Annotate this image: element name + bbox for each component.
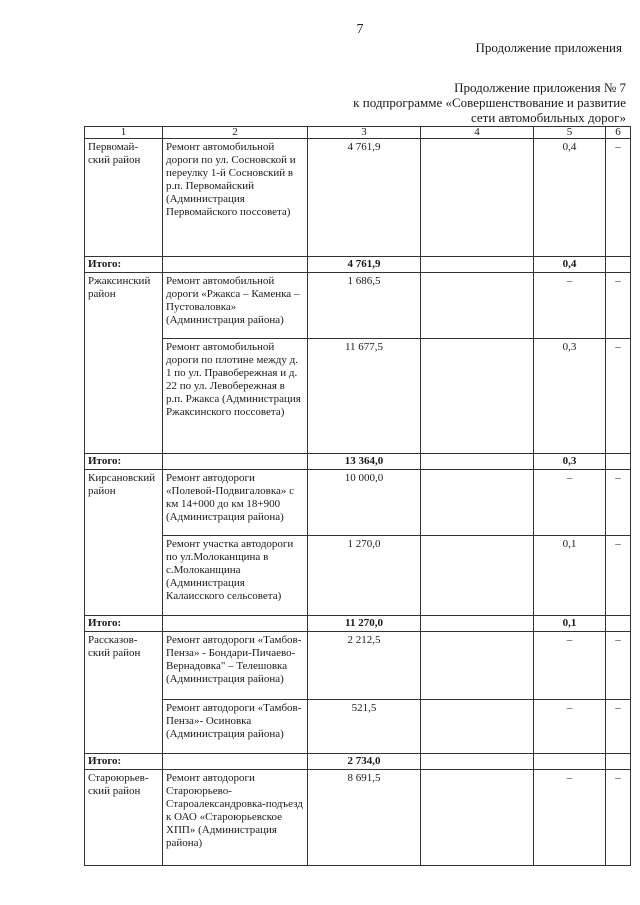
col6-cell: – [606,139,631,257]
total-label: Итого: [85,257,163,273]
table-row [85,536,631,616]
amount-cell: 1 686,5 [308,273,421,339]
col5-cell: – [534,770,606,866]
column-header: 4 [421,127,534,139]
col4-cell [421,770,534,866]
column-header: 6 [606,127,631,139]
column-header: 3 [308,127,421,139]
total-col5: 0,1 [534,616,606,632]
amount-cell: 1 270,0 [308,536,421,616]
col4-cell [421,632,534,700]
district-cell: Ржаксинский район [85,273,163,454]
amount-cell: 521,5 [308,700,421,754]
col4-cell [421,470,534,536]
total-label: Итого: [85,454,163,470]
work-description: Ремонт автомобильной дороги по ул. Сосновской и переулку 1-й Сосновский в р.п. Первомайский (Администрация Первомайского поссовета) [163,139,308,257]
road-repair-table [84,126,631,866]
amount-cell: 2 212,5 [308,632,421,700]
page-number: 7 [356,22,364,37]
col4-cell [421,273,534,339]
appendix-header-line2: к подпрограмме «Совершенствование и развитие [353,95,626,110]
work-description: Ремонт участка автодороги по ул.Молоканщина в с.Молоканщина (Администрация Калаисского сельсовета) [163,536,308,616]
table-row [85,339,631,454]
col4-cell [421,139,534,257]
district-cell: Кирсановский район [85,470,163,616]
work-description: Ремонт автодороги «Тамбов-Пенза»- Осиновка (Администрация района) [163,700,308,754]
column-header: 2 [163,127,308,139]
total-amount: 2 734,0 [308,754,421,770]
district-cell: Рассказов-ский район [85,632,163,754]
amount-cell: 8 691,5 [308,770,421,866]
table-row [85,770,631,866]
col4-cell [421,700,534,754]
total-row [85,257,631,273]
amount-cell: 11 677,5 [308,339,421,454]
total-col5: 0,4 [534,257,606,273]
total-row [85,454,631,470]
col6-cell: – [606,700,631,754]
continuation-label: Продолжение приложения [475,40,622,55]
total-row [85,616,631,632]
col5-cell: 0,3 [534,339,606,454]
total-amount: 11 270,0 [308,616,421,632]
work-description: Ремонт автомобильной дороги «Ржакса – Каменка – Пустоваловка» (Администрация района) [163,273,308,339]
total-col5 [534,754,606,770]
table-row [85,700,631,754]
col5-cell: 0,4 [534,139,606,257]
appendix-header-line1: Продолжение приложения № 7 [454,80,626,95]
column-header: 1 [85,127,163,139]
col5-cell: – [534,700,606,754]
appendix-header-line3: сети автомобильных дорог» [470,110,626,125]
col6-cell: – [606,470,631,536]
column-header: 5 [534,127,606,139]
appendix-header [353,80,626,125]
col6-cell: – [606,770,631,866]
table-row [85,139,631,257]
total-label: Итого: [85,754,163,770]
work-description: Ремонт автодороги «Тамбов-Пенза» - Бондари-Пичаево-Вернадовка" – Телешовка (Администрация района) [163,632,308,700]
table-row [85,632,631,700]
total-label: Итого: [85,616,163,632]
work-description: Ремонт автодороги «Полевой-Подвигаловка» с км 14+000 до км 18+900 (Администрация района) [163,470,308,536]
col6-cell: – [606,339,631,454]
header-row [85,127,631,139]
col4-cell [421,339,534,454]
col5-cell: 0,1 [534,536,606,616]
col5-cell: – [534,273,606,339]
district-cell: Первомай-ский район [85,139,163,257]
total-row [85,754,631,770]
table-row [85,470,631,536]
col5-cell: – [534,470,606,536]
total-amount: 4 761,9 [308,257,421,273]
amount-cell: 4 761,9 [308,139,421,257]
col6-cell: – [606,536,631,616]
work-description: Ремонт автодороги Староюрьево-Старoалександровка-подъезд к ОАО «Староюрьевское ХПП» (Администрация района) [163,770,308,866]
total-amount: 13 364,0 [308,454,421,470]
work-description: Ремонт автомобильной дороги по плотине между д. 1 по ул. Правобережная и д. 22 по ул. Левобережная в р.п. Ржакса (Администрация Ржаксинского поссовета) [163,339,308,454]
amount-cell: 10 000,0 [308,470,421,536]
col6-cell: – [606,632,631,700]
col4-cell [421,536,534,616]
district-cell: Староюрьев-ский район [85,770,163,866]
table-row [85,273,631,339]
col6-cell: – [606,273,631,339]
total-col5: 0,3 [534,454,606,470]
col5-cell: – [534,632,606,700]
